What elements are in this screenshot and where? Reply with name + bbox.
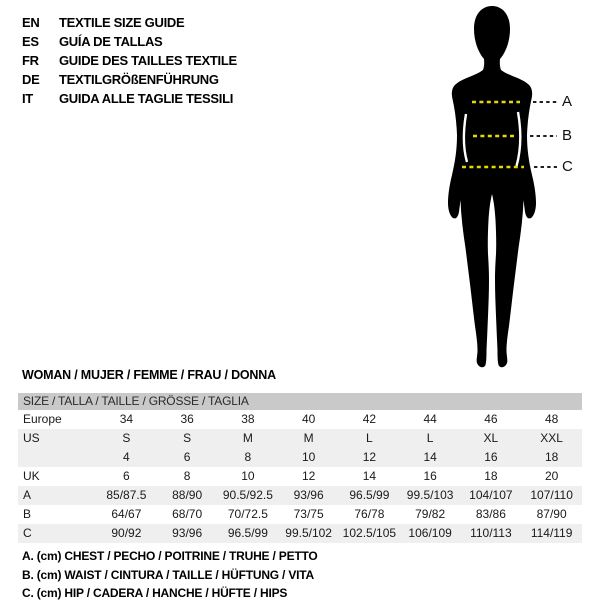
size-table-header: SIZE / TALLA / TAILLE / GRÖSSE / TAGLIA [18,393,582,410]
lang-row-es [22,32,237,51]
table-row-europe [18,410,582,429]
table-cell: 64/67 [111,507,142,521]
table-cell: 42 [362,412,377,426]
lang-code-es: ES [22,34,39,49]
table-cell: 90/92 [111,526,142,540]
table-cell: 18 [484,469,498,483]
measure-label-hip: C [562,158,573,175]
table-cell: 96.5/99 [227,526,268,540]
table-cell: 93/96 [172,526,203,540]
table-cell: S [183,431,192,445]
table-cell: 38 [241,412,255,426]
table-cell: 6 [123,469,130,483]
gender-heading: WOMAN / MUJER / FEMME / FRAU / DONNA [22,368,276,382]
table-cell: 104/107 [469,488,513,502]
table-cell: M [242,431,253,445]
table-cell: 48 [544,412,559,426]
table-cell: 73/75 [293,507,324,521]
table-cell: 79/82 [415,507,446,521]
table-cell: 99.5/103 [406,488,454,502]
table-cell: 20 [544,469,559,483]
legend-hip: C. (cm) HIP / CADERA / HANCHE / HÜFTE / HIPS [22,586,288,600]
measurement-figure [400,0,600,380]
table-row-us-numeric [18,448,582,467]
legend-chest: A. (cm) CHEST / PECHO / POITRINE / TRUHE / PETTO [22,549,318,563]
table-cell: 14 [423,450,437,464]
table-cell: 83/86 [475,507,506,521]
woman-silhouette-graphic [400,0,600,380]
table-cell: XXL [540,431,563,445]
table-cell: 114/119 [530,526,573,540]
legend-waist: B. (cm) WAIST / CINTURA / TAILLE / HÜFTUNG / VITA [22,567,314,582]
row-label: B [23,507,32,521]
row-label: A [23,488,32,502]
table-cell: 88/90 [172,488,203,502]
lang-code-it: IT [22,91,33,106]
row-label: US [23,431,40,445]
table-cell: 4 [123,450,130,464]
table-cell: M [303,431,314,445]
woman-silhouette [448,6,536,367]
table-cell: L [366,431,373,445]
guide-title-es: GUÍA DE TALLAS [59,34,163,49]
table-cell: 107/110 [530,488,573,502]
table-cell: 76/78 [354,507,385,521]
table-cell: 90.5/92.5 [222,488,273,502]
table-cell: 46 [484,412,498,426]
table-row-chest [18,486,582,505]
table-cell: 102.5/105 [342,526,397,540]
language-title-block [22,13,237,108]
guide-title-fr: GUIDE DES TAILLES TEXTILE [59,53,237,68]
table-cell: 14 [362,469,377,483]
table-cell: 6 [183,450,191,464]
table-cell: 10 [301,450,316,464]
table-row-uk [18,467,582,486]
table-cell: S [122,431,131,445]
table-cell: L [426,431,434,445]
table-cell: 99.5/102 [285,526,332,540]
table-cell: 87/90 [536,507,567,521]
table-cell: 8 [183,469,191,483]
lang-row-fr [22,51,237,70]
table-cell: XL [483,431,499,445]
row-label [18,448,96,467]
table-cell: 16 [423,469,437,483]
lang-code-fr: FR [22,53,39,68]
table-cell: 70/72.5 [227,507,268,521]
table-cell: 85/87.5 [106,488,147,502]
table-cell: 8 [244,450,252,464]
table-cell: 44 [423,412,437,426]
guide-title-de: TEXTILGRÖßENFÜHRUNG [59,72,219,87]
table-cell: 12 [301,469,316,483]
table-row-waist [18,505,582,524]
lang-code-en: EN [22,15,40,30]
table-cell: 96.5/99 [349,488,390,502]
table-cell: 12 [362,450,377,464]
lang-row-de [22,70,237,89]
table-cell: 106/109 [408,526,452,540]
table-cell: 110/113 [470,526,512,540]
guide-title-it: GUIDA ALLE TAGLIE TESSILI [59,91,234,106]
table-cell: 16 [484,450,498,464]
table-cell: 34 [119,412,134,426]
lang-row-it [22,89,237,108]
table-cell: 93/96 [293,488,324,502]
lang-code-de: DE [22,72,40,87]
table-row-hip [18,524,582,543]
size-table [18,393,582,543]
table-cell: 36 [180,412,194,426]
table-cell: 68/70 [172,507,203,521]
table-row-us-letter [18,429,582,448]
table-cell: 18 [544,450,559,464]
row-label: C [23,526,32,540]
measure-label-waist: B [562,127,573,144]
row-label: UK [23,469,40,483]
row-label: Europe [23,412,62,426]
lang-row-en [22,13,237,32]
guide-title-en: TEXTILE SIZE GUIDE [59,15,185,30]
measure-label-chest: A [562,93,573,110]
measurement-legend [22,543,318,600]
table-cell: 40 [301,412,316,426]
table-cell: 10 [241,469,255,483]
